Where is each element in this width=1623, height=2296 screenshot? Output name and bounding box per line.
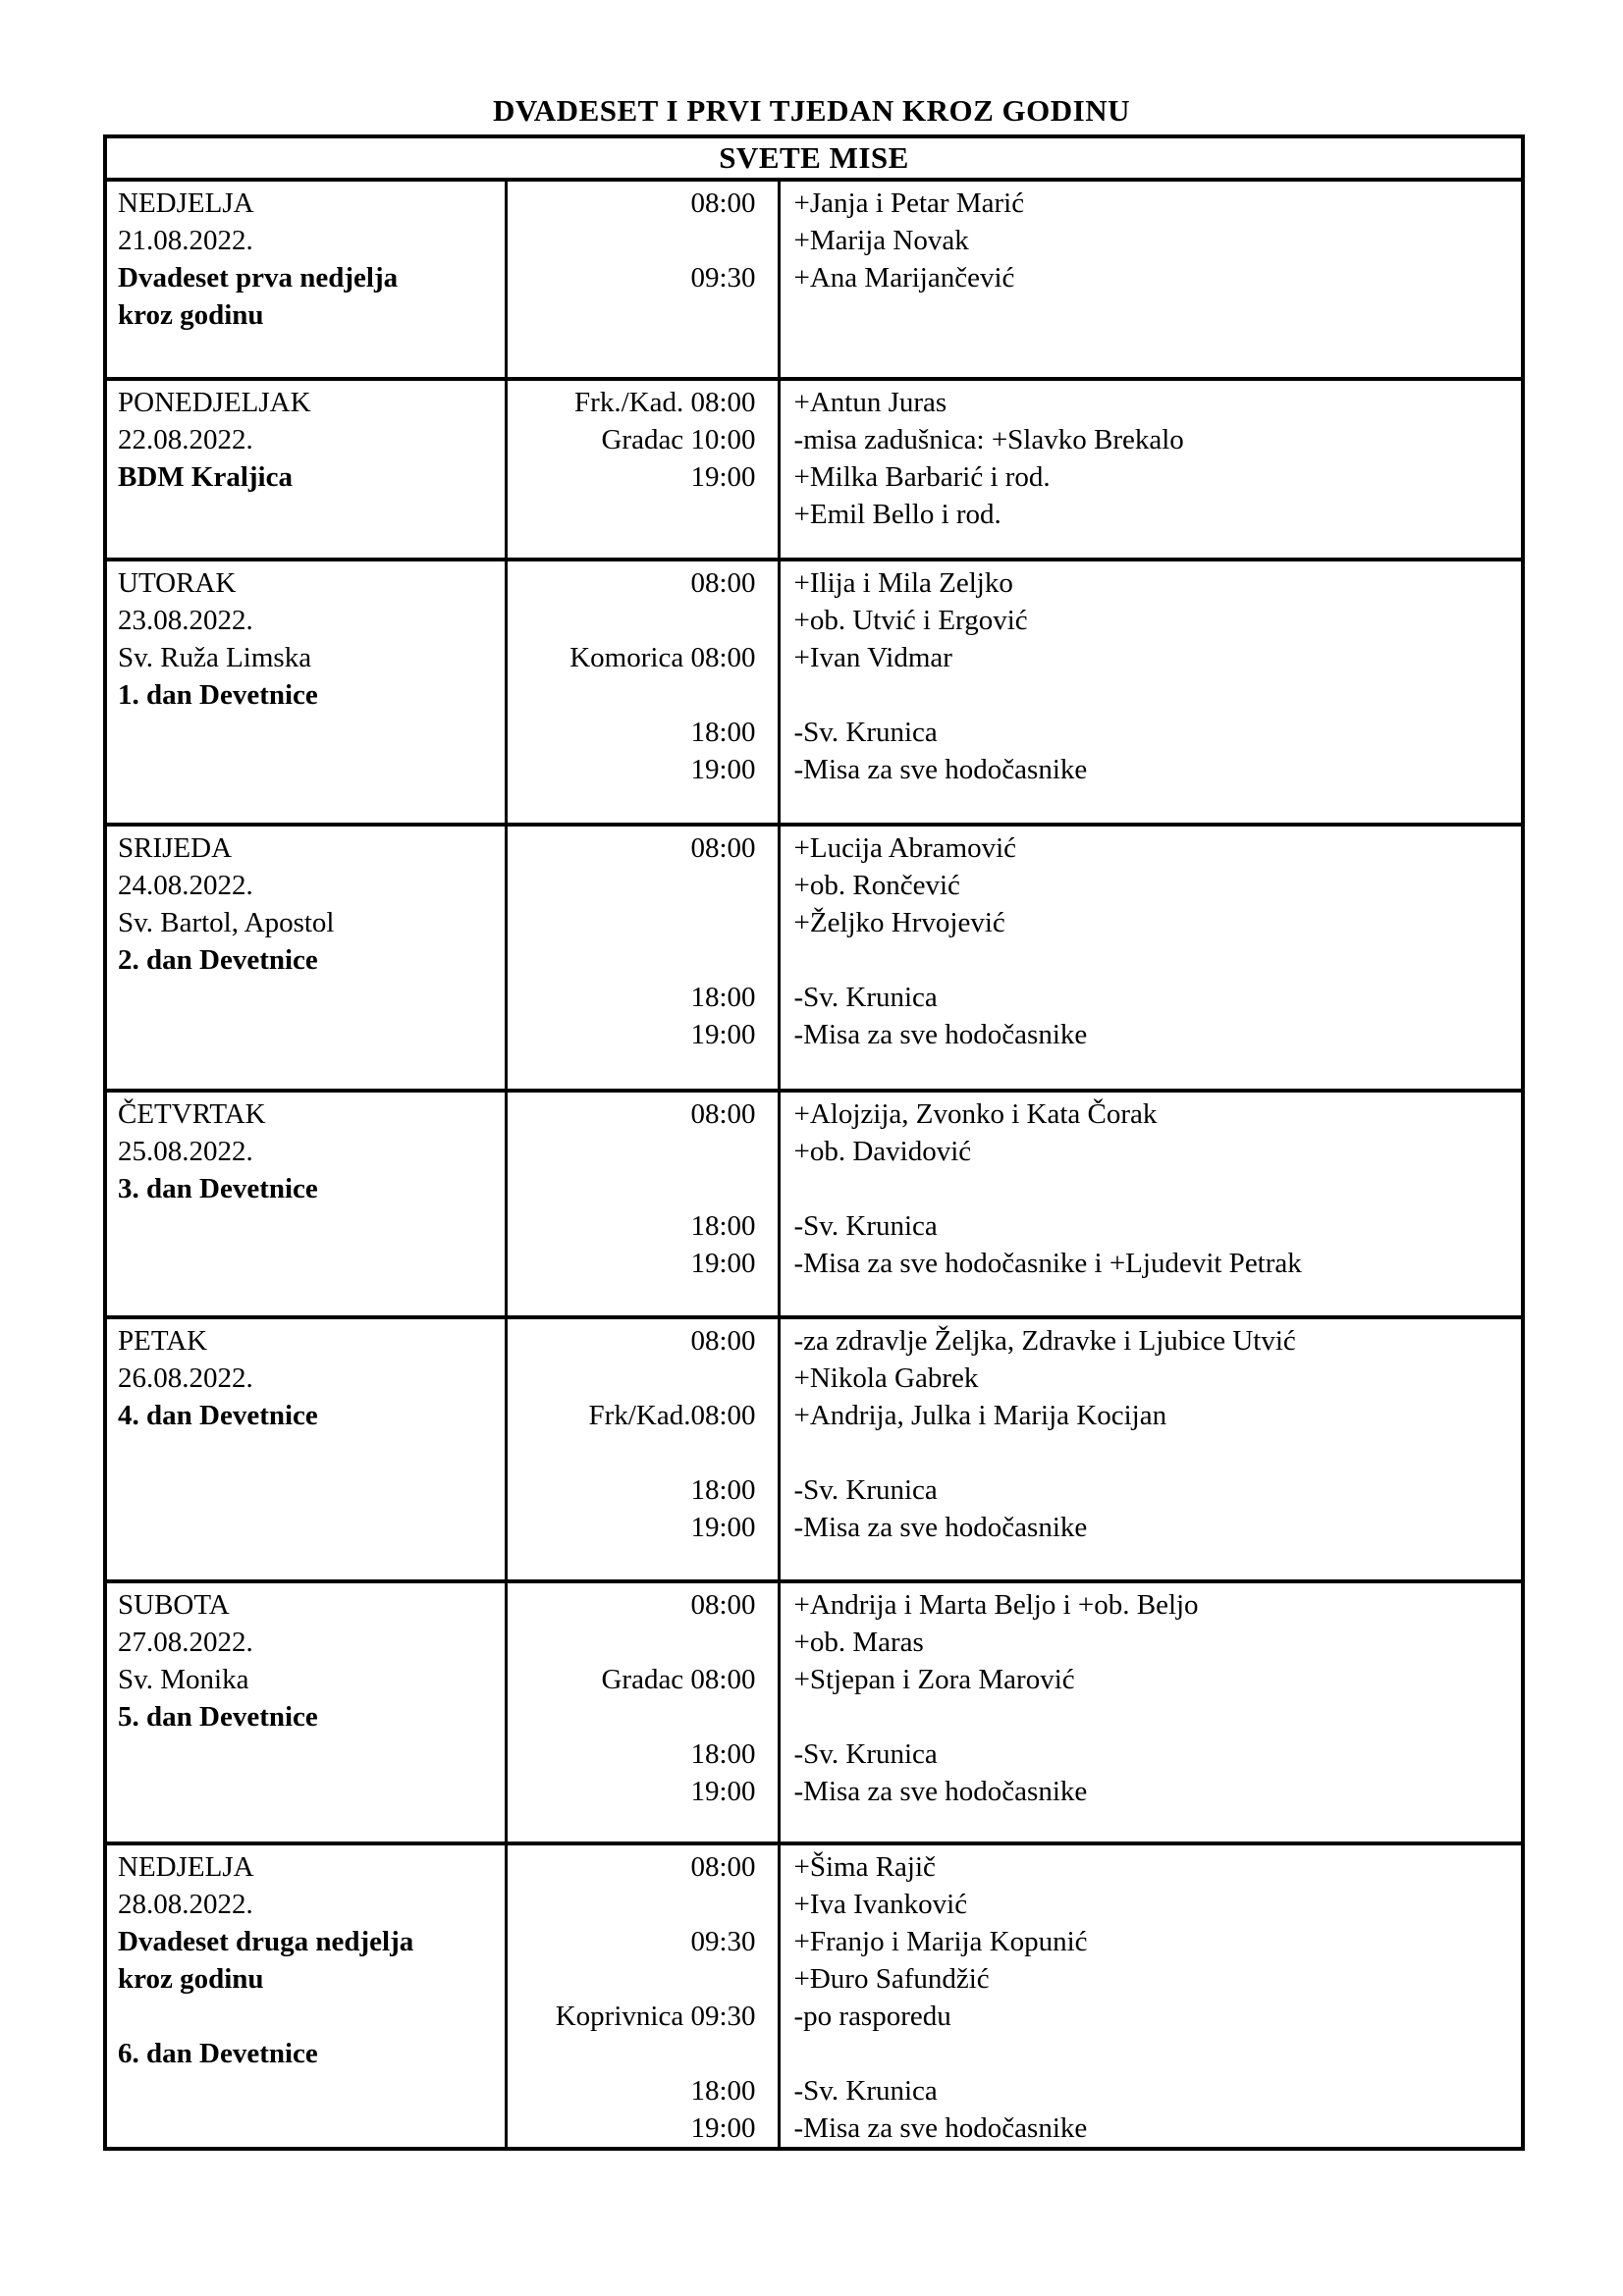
table-row [105, 1843, 1523, 2149]
intention-line [794, 1698, 1522, 1735]
day-line: 26.08.2022. [118, 1362, 253, 1394]
day-line: 2. dan Devetnice [118, 944, 318, 976]
time-line [508, 941, 756, 979]
day-line: 1. dan Devetnice [118, 679, 318, 711]
intention-line: +Emil Bello i rod. [793, 499, 1001, 530]
time-line: 18:00 [690, 982, 756, 1013]
time-line [508, 602, 756, 639]
day-line: BDM Kraljica [118, 461, 293, 493]
intention-cell [779, 1581, 1523, 1843]
intention-cell [779, 825, 1523, 1091]
day-line: PONEDJELJAK [118, 387, 311, 418]
time-line: 08:00 [690, 1325, 756, 1357]
day-line: SUBOTA [118, 1589, 230, 1621]
intention-cell [779, 180, 1523, 379]
time-line: 19:00 [690, 754, 756, 785]
day-cell [105, 1581, 506, 1843]
day-line: ČETVRTAK [118, 1098, 266, 1130]
day-line: kroz godinu [118, 299, 264, 331]
table-row [105, 180, 1523, 379]
day-cell [105, 1843, 506, 2149]
time-line: Frk/Kad.08:00 [588, 1400, 756, 1431]
schedule-table-body [105, 180, 1523, 2149]
intention-line: -misa zadušnica: +Slavko Brekalo [793, 424, 1184, 455]
intention-line: +ob. Utvić i Ergović [793, 605, 1028, 636]
table-row [105, 379, 1523, 560]
table-row [105, 1317, 1523, 1581]
time-cell [506, 1843, 779, 2149]
table-row [105, 1091, 1523, 1317]
intention-line: -Misa za sve hodočasnike [793, 1512, 1088, 1543]
intention-line: -Misa za sve hodočasnike [793, 2112, 1088, 2144]
intention-line: -Sv. Krunica [793, 717, 938, 748]
table-row [105, 560, 1523, 825]
time-line: 08:00 [690, 1589, 756, 1621]
intention-line: +ob. Davidović [793, 1136, 972, 1167]
intention-line: -Sv. Krunica [793, 982, 938, 1013]
day-line: 3. dan Devetnice [118, 1173, 318, 1204]
time-line: 09:30 [690, 262, 756, 294]
intention-cell [779, 1091, 1523, 1317]
time-line: Koprivnica 09:30 [555, 2001, 756, 2032]
time-line: 18:00 [690, 1474, 756, 1506]
mass-schedule-table [103, 134, 1525, 2151]
day-cell [105, 825, 506, 1091]
time-line: 19:00 [690, 1019, 756, 1050]
intention-line: -za zdravlje Željka, Zdravke i Ljubice Utvić [793, 1325, 1296, 1357]
intention-line: +Željko Hrvojević [793, 907, 1005, 938]
intention-cell [779, 379, 1523, 560]
intention-line: +Alojzija, Zvonko i Kata Čorak [793, 1098, 1158, 1130]
day-line: Sv. Monika [118, 1664, 249, 1695]
day-line: Sv. Bartol, Apostol [118, 907, 335, 938]
day-line: 6. dan Devetnice [118, 2038, 318, 2069]
intention-line: +Nikola Gabrek [793, 1362, 979, 1394]
time-line: Frk./Kad. 08:00 [574, 387, 756, 418]
intention-line: +Antun Juras [793, 387, 947, 418]
intention-line [794, 2035, 1522, 2072]
day-cell [105, 180, 506, 379]
time-cell [506, 825, 779, 1091]
time-line [508, 1434, 756, 1471]
day-line: 22.08.2022. [118, 424, 253, 455]
intention-line: +ob. Rončević [793, 870, 960, 901]
time-line: Gradac 08:00 [601, 1664, 756, 1695]
time-line: 09:30 [690, 1926, 756, 1957]
table-header-row [105, 136, 1523, 180]
intention-line: -Sv. Krunica [793, 2075, 938, 2107]
time-line: Gradac 10:00 [601, 424, 756, 455]
intention-line: -Misa za sve hodočasnike i +Ljudevit Petrak [793, 1248, 1302, 1279]
time-line [508, 1698, 756, 1735]
time-line: 18:00 [690, 1738, 756, 1770]
intention-line: -Misa za sve hodočasnike [793, 754, 1088, 785]
table-row [105, 1581, 1523, 1843]
day-cell [105, 379, 506, 560]
day-line: 5. dan Devetnice [118, 1701, 318, 1733]
intention-line: +Franjo i Marija Kopunić [793, 1926, 1088, 1957]
time-line: 18:00 [690, 1210, 756, 1242]
intention-line: +Ana Marijančević [793, 262, 1015, 294]
time-line: 08:00 [690, 187, 756, 219]
time-cell [506, 180, 779, 379]
intention-line: -Sv. Krunica [793, 1210, 938, 1242]
intention-line: +Andrija, Julka i Marija Kocijan [793, 1400, 1167, 1431]
day-line: 24.08.2022. [118, 870, 253, 901]
intention-line: +Marija Novak [793, 225, 969, 256]
time-line [508, 676, 756, 714]
time-line [508, 1624, 756, 1661]
svete-mise-header: SVETE MISE [105, 136, 1523, 180]
day-line: 25.08.2022. [118, 1136, 253, 1167]
time-line: 18:00 [690, 2075, 756, 2107]
intention-line: +Đuro Safundžić [793, 1963, 990, 1995]
day-line: NEDJELJA [118, 187, 254, 219]
intention-line: -Sv. Krunica [793, 1738, 938, 1770]
intention-line: +Ilija i Mila Zeljko [793, 567, 1013, 599]
intention-line: -po rasporedu [793, 2001, 951, 2032]
day-line: 21.08.2022. [118, 225, 253, 256]
time-line: 08:00 [690, 1098, 756, 1130]
time-line: 19:00 [690, 461, 756, 493]
time-line: 18:00 [690, 717, 756, 748]
intention-line [794, 1170, 1522, 1207]
time-line [508, 1360, 756, 1397]
time-cell [506, 560, 779, 825]
intention-line: +Iva Ivanković [793, 1889, 968, 1920]
time-line: 08:00 [690, 1851, 756, 1883]
time-line: 08:00 [690, 832, 756, 864]
time-line [508, 867, 756, 904]
time-line [508, 1170, 756, 1207]
intention-cell [779, 1843, 1523, 2149]
table-row [105, 825, 1523, 1091]
intention-line: -Sv. Krunica [793, 1474, 938, 1506]
day-line: Dvadeset prva nedjelja [118, 262, 399, 294]
intention-line [794, 941, 1522, 979]
intention-line: +Milka Barbarić i rod. [793, 461, 1051, 493]
time-cell [506, 1581, 779, 1843]
day-cell [105, 1091, 506, 1317]
day-line: kroz godinu [118, 1963, 264, 1995]
time-line: Komorica 08:00 [569, 642, 756, 673]
day-cell [105, 560, 506, 825]
intention-line: +ob. Maras [793, 1627, 924, 1658]
intention-line: +Andrija i Marta Beljo i +ob. Beljo [793, 1589, 1199, 1621]
time-cell [506, 1317, 779, 1581]
time-line: 19:00 [690, 1248, 756, 1279]
intention-line: +Stjepan i Zora Marović [793, 1664, 1075, 1695]
day-line: 23.08.2022. [118, 605, 253, 636]
intention-line: +Šima Rajič [793, 1851, 936, 1883]
time-line [508, 222, 756, 259]
day-line: Sv. Ruža Limska [118, 642, 312, 673]
day-line: 28.08.2022. [118, 1889, 253, 1920]
intention-line: +Janja i Petar Marić [793, 187, 1025, 219]
time-line [508, 1133, 756, 1170]
time-line: 19:00 [690, 1512, 756, 1543]
time-line [508, 904, 756, 941]
intention-line: +Ivan Vidmar [793, 642, 952, 673]
day-cell [105, 1317, 506, 1581]
day-line: Dvadeset druga nedjelja [118, 1926, 414, 1957]
day-line: 4. dan Devetnice [118, 1400, 318, 1431]
time-line: 19:00 [690, 1776, 756, 1807]
day-line: UTORAK [118, 567, 237, 599]
day-line: PETAK [118, 1325, 208, 1357]
page-title: DVADESET I PRVI TJEDAN KROZ GODINU [493, 93, 1130, 128]
intention-line: +Lucija Abramović [793, 832, 1017, 864]
day-line: SRIJEDA [118, 832, 233, 864]
time-line [508, 2035, 756, 2072]
intention-cell [779, 1317, 1523, 1581]
day-line: 27.08.2022. [118, 1627, 253, 1658]
day-line: NEDJELJA [118, 1851, 254, 1883]
time-cell [506, 379, 779, 560]
intention-line: -Misa za sve hodočasnike [793, 1776, 1088, 1807]
time-line: 08:00 [690, 567, 756, 599]
time-line: 19:00 [690, 2112, 756, 2144]
intention-line [794, 1434, 1522, 1471]
time-line [508, 1886, 756, 1923]
intention-line: -Misa za sve hodočasnike [793, 1019, 1088, 1050]
intention-line [794, 676, 1522, 714]
intention-cell [779, 560, 1523, 825]
time-cell [506, 1091, 779, 1317]
day-line [118, 1998, 505, 2035]
time-line [508, 1960, 756, 1998]
